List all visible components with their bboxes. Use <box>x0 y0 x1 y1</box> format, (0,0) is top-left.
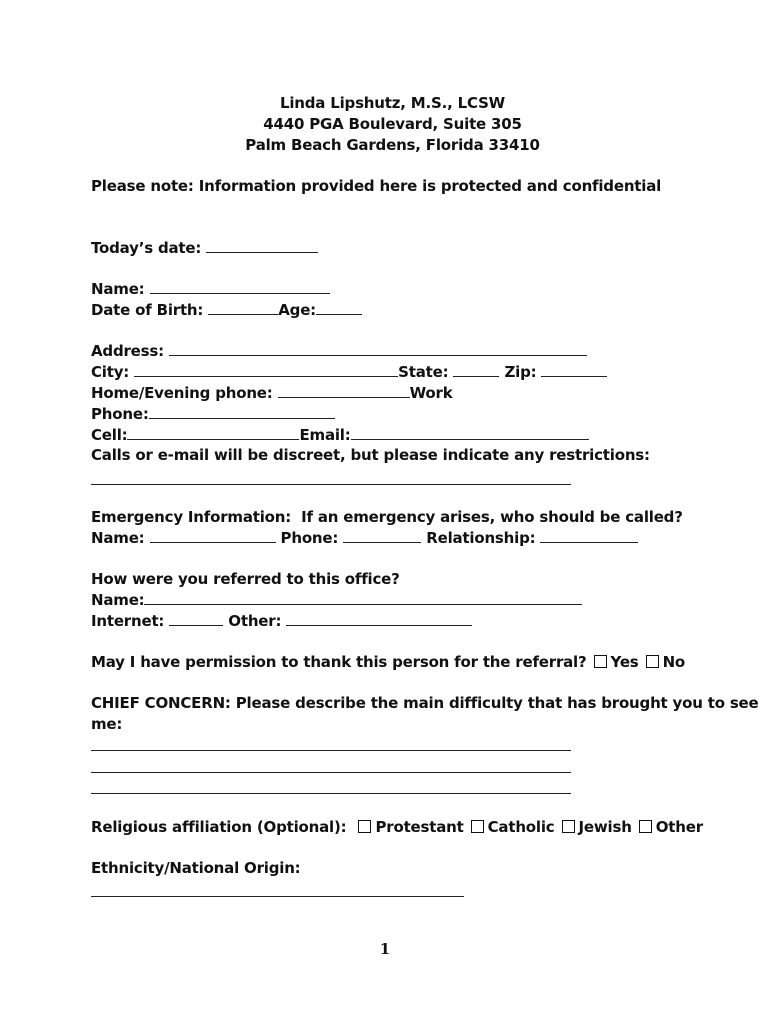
internet-field[interactable] <box>169 611 223 626</box>
permission-row <box>91 652 685 673</box>
email-label: Email: <box>299 426 351 444</box>
no-label: No <box>662 653 686 671</box>
city-label: City: <box>91 363 130 381</box>
name-row <box>91 279 330 300</box>
emergency-heading: Emergency Information: If an emergency arises, who should be called? <box>91 508 683 526</box>
jewish-label: Jewish <box>578 818 632 836</box>
name-field[interactable] <box>150 279 330 294</box>
office-address-line1: 4440 PGA Boulevard, Suite 305 <box>263 115 522 133</box>
protestant-label: Protestant <box>375 818 464 836</box>
dob-field[interactable] <box>208 300 278 315</box>
ethnicity-field[interactable] <box>91 896 464 897</box>
catholic-checkbox[interactable] <box>471 820 484 833</box>
chief-concern-line-3[interactable] <box>91 793 571 794</box>
practitioner-name: Linda Lipshutz, M.S., LCSW <box>279 94 506 112</box>
referral-other-field[interactable] <box>286 611 472 626</box>
name-label: Name: <box>91 280 145 298</box>
yes-checkbox[interactable] <box>594 655 607 668</box>
chief-concern-prompt: CHIEF CONCERN: Please describe the main difficulty that has brought you to see <box>91 694 759 712</box>
religion-row <box>91 817 703 838</box>
chief-concern-prompt-cont: me: <box>91 715 123 733</box>
work-label: Work <box>409 384 453 402</box>
chief-concern-line-2[interactable] <box>91 772 571 773</box>
city-state-zip-row <box>91 362 607 383</box>
work-phone-label: Phone: <box>91 405 149 423</box>
yes-label: Yes <box>610 653 639 671</box>
relationship-field[interactable] <box>540 528 638 543</box>
work-phone-field[interactable] <box>149 404 335 419</box>
emergency-contact-row <box>91 528 638 549</box>
no-checkbox[interactable] <box>646 655 659 668</box>
referral-name-field[interactable] <box>144 590 582 605</box>
home-phone-label: Home/Evening phone: <box>91 384 273 402</box>
internet-label: Internet: <box>91 612 165 630</box>
emergency-name-field[interactable] <box>150 528 276 543</box>
ethnicity-label: Ethnicity/National Origin: <box>91 859 301 877</box>
age-label: Age: <box>278 301 316 319</box>
todays-date-label: Today’s date: <box>91 239 202 257</box>
referral-question: How were you referred to this office? <box>91 570 400 588</box>
address-field[interactable] <box>169 341 587 356</box>
dob-age-row <box>91 300 362 321</box>
office-address-line2: Palm Beach Gardens, Florida 33410 <box>245 136 540 154</box>
dob-label: Date of Birth: <box>91 301 204 319</box>
referral-name-row <box>91 590 582 611</box>
referral-other-label: Other: <box>228 612 282 630</box>
zip-label: Zip: <box>504 363 537 381</box>
todays-date-row <box>91 238 318 259</box>
permission-question: May I have permission to thank this person for the referral? <box>91 653 587 671</box>
restrictions-field[interactable] <box>91 484 571 485</box>
city-field[interactable] <box>134 362 398 377</box>
catholic-label: Catholic <box>487 818 555 836</box>
age-field[interactable] <box>316 300 362 315</box>
relationship-label: Relationship: <box>426 529 536 547</box>
cell-field[interactable] <box>127 425 299 440</box>
religion-label: Religious affiliation (Optional): <box>91 818 347 836</box>
work-phone-row <box>91 404 335 425</box>
address-row <box>91 341 587 362</box>
todays-date-field[interactable] <box>206 238 318 253</box>
address-label: Address: <box>91 342 164 360</box>
email-field[interactable] <box>351 425 589 440</box>
referral-name-label: Name: <box>91 591 145 609</box>
state-label: State: <box>398 363 449 381</box>
state-field[interactable] <box>453 362 499 377</box>
cell-label: Cell: <box>91 426 128 444</box>
jewish-checkbox[interactable] <box>562 820 575 833</box>
page-number: 1 <box>379 940 391 958</box>
cell-email-row <box>91 425 589 446</box>
restrictions-prompt: Calls or e-mail will be discreet, but please indicate any restrictions: <box>91 446 650 464</box>
referral-source-row <box>91 611 472 632</box>
home-phone-field[interactable] <box>278 383 410 398</box>
emergency-phone-field[interactable] <box>343 528 421 543</box>
zip-field[interactable] <box>541 362 607 377</box>
protestant-checkbox[interactable] <box>358 820 371 833</box>
religion-other-label: Other <box>655 818 703 836</box>
chief-concern-line-1[interactable] <box>91 750 571 751</box>
confidentiality-notice: Please note: Information provided here is protected and confidential <box>91 177 662 195</box>
religion-other-checkbox[interactable] <box>639 820 652 833</box>
emergency-name-label: Name: <box>91 529 145 547</box>
home-phone-row <box>91 383 453 404</box>
emergency-phone-label: Phone: <box>280 529 339 547</box>
